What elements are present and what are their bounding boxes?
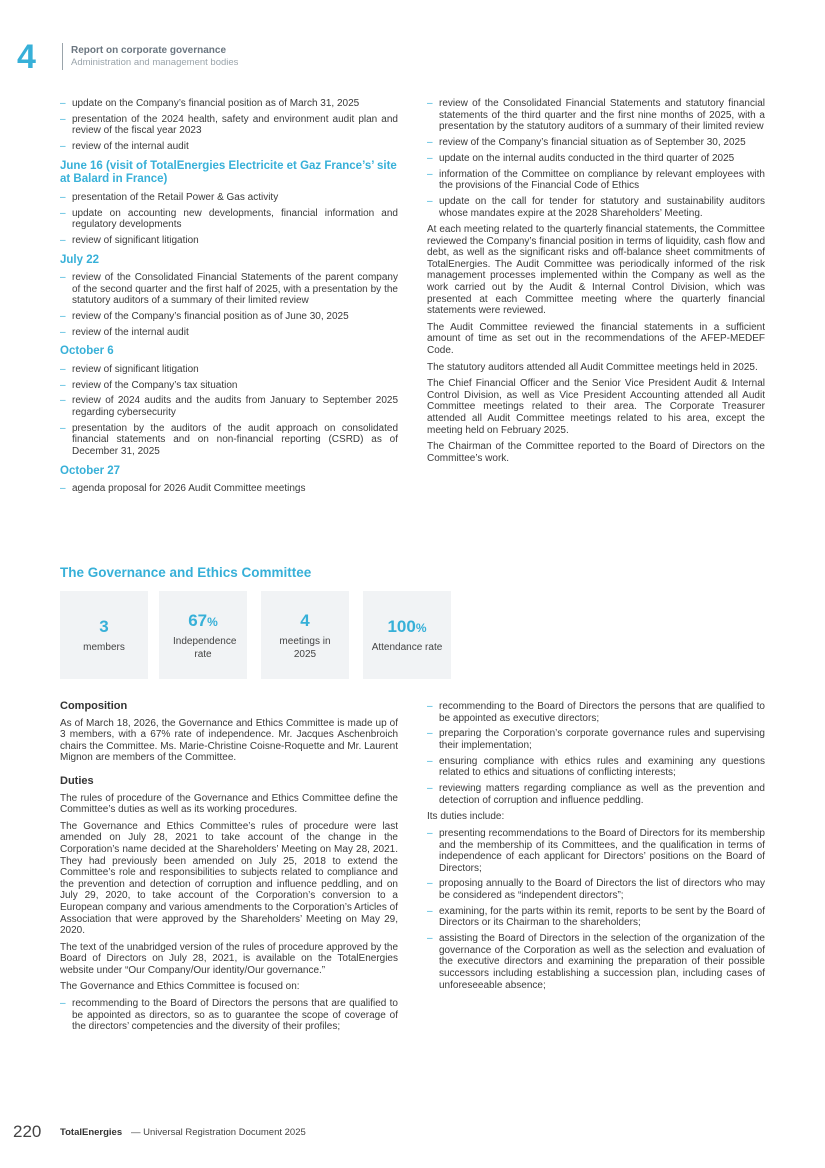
stat-meetings: [261, 591, 349, 679]
chapter-number: 4: [17, 38, 36, 76]
list-item: – update on the Company’s financial position as of March 31, 2025: [60, 98, 398, 110]
list-item: – review of 2024 audits and the audits from January to September 2025 regarding cybersecurity: [60, 395, 398, 418]
meeting-date-heading: October 6: [60, 345, 114, 358]
focus-list: [60, 998, 398, 1033]
page-number: 220: [13, 1122, 42, 1141]
list-item: – review of the internal audit: [60, 327, 398, 339]
duties-heading: Duties: [60, 774, 94, 787]
stat-label: meetings in 2025: [279, 636, 331, 660]
duties-include-label: Its duties include:: [427, 811, 505, 823]
paragraph: The Chief Financial Officer and the Senior Vice President Audit & Internal Control Division, as well as Vice President Accounting attended all Audit Committee meetings related to their area. The Corporate Treasurer attended all Audit Committee meetings related to his area, except the meeting held on February 2025.: [427, 378, 765, 436]
stat-label: Attendance rate: [371, 642, 443, 653]
paragraph: The Audit Committee reviewed the financial statements in a sufficient amount of time as set out in the recommendations of the AFEP-MEDEF Code.: [427, 321, 765, 357]
meeting-date-heading: October 27: [60, 464, 121, 477]
footer-brand: TotalEnergies: [60, 1127, 123, 1138]
right-column-bottom: [427, 701, 765, 996]
right-column-top: [427, 98, 765, 469]
stat-attendance: [363, 591, 451, 679]
header-subtitle: Administration and management bodies: [71, 57, 239, 68]
list-item: – review of the Company’s financial position as of June 30, 2025: [60, 311, 398, 323]
list-item: – information of the Committee on compliance by relevant employees with the provisions of the Financial Code of Ethics: [427, 169, 765, 192]
stat-independence: [159, 591, 247, 679]
meeting-items: [60, 364, 398, 458]
meeting-date-heading: July 22: [60, 253, 99, 266]
composition-heading: Composition: [60, 700, 128, 712]
list-item: – update on the call for tender for statutory and sustainability auditors whose mandates expire at the 2028 Shareholders’ Meeting.: [427, 196, 765, 219]
header-divider: [62, 43, 63, 70]
list-item: – recommending to the Board of Directors the persons that are qualified to be appointed as directors, so as to guarantee the scope of coverage of the directors’ competencies and the diversity of their profiles;: [60, 998, 398, 1033]
duties-list: [427, 828, 765, 991]
list-item: – recommending to the Board of Directors the persons that are qualified to be appointed as executive directors;: [427, 701, 765, 724]
list-item: – review of significant litigation: [60, 235, 398, 247]
stat-label: Independence rate: [173, 636, 237, 660]
list-item: – review of significant litigation: [60, 364, 398, 376]
list-item: – review of the Consolidated Financial Statements of the parent company of the second quarter and the first half of 2025, with a presentation by the statutory auditors of a summary of their limited review: [60, 272, 398, 307]
meeting-items: [60, 192, 398, 247]
list-item: – proposing annually to the Board of Directors the list of directors who may be considered as “independent directors”;: [427, 878, 765, 901]
paragraph: The Chairman of the Committee reported to the Board of Directors on the Committee’s work.: [427, 441, 765, 464]
list-item: – agenda proposal for 2026 Audit Committee meetings: [60, 483, 398, 495]
header-title: Report on corporate governance: [71, 45, 227, 56]
left-column-bottom: [60, 701, 398, 1038]
list-item: – update on the internal audits conducted in the third quarter of 2025: [427, 153, 765, 165]
focus-list: [427, 701, 765, 806]
list-item: – review of the Consolidated Financial Statements and statutory financial statements of the third quarter and the first nine months of 2025, with a presentation by the statutory auditors of a summary of their limited review: [427, 98, 765, 133]
stat-value: 100%: [387, 617, 427, 636]
paragraph: The rules of procedure of the Governance and Ethics Committee define the Committee’s duties as well as its working procedures.: [60, 792, 398, 816]
intro-list: [60, 98, 398, 153]
stat-label: members: [83, 642, 125, 653]
list-item: – examining, for the parts within its remit, reports to be sent by the Board of Directors or its Chairman to the shareholders;: [427, 906, 765, 929]
list-item: – presentation of the Retail Power & Gas activity: [60, 192, 398, 204]
composition-text: As of March 18, 2026, the Governance and Ethics Committee is made up of 3 members, with a 67% rate of independence. Mr. Jacques Aschenbroich chairs the Committee. Ms. Marie-Christine Coisne-Roquette and Mr. Laurent Mignon are members of the Committee.: [60, 717, 398, 764]
stat-value: 67%: [188, 611, 218, 630]
list-item: – ensuring compliance with ethics rules and examining any questions related to ethics and situations of conflicting interests;: [427, 756, 765, 779]
paragraph: The statutory auditors attended all Audit Committee meetings held in 2025.: [427, 361, 758, 373]
footer-document-title: — Universal Registration Document 2025: [131, 1127, 306, 1138]
meeting-date-heading: June 16 (visit of TotalEnergies Electricite et Gaz France’s’ site at Balard in France): [60, 159, 397, 186]
paragraph: The Governance and Ethics Committee’s rules of procedure were last amended on July 28, 2021 to take account of the change in the Corporation’s name decided at the Shareholders’ Meeting on May 28, 2021. They had previously been amended on July 25, 2018 to extend the Committee’s role and responsibilities to subjects related to compliance and the prevention and detection of corruption and influence peddling, and on July 29, 2020, to take account of the Corporation’s conversion to a European company and various amendments to the Corporation’s Articles of Association that were approved by the Shareholders’ Meeting on May 29, 2020.: [60, 820, 398, 937]
list-item: – review of the Company’s tax situation: [60, 380, 398, 392]
left-column-top: [60, 98, 398, 500]
list-item: – review of the Company’s financial situation as of September 30, 2025: [427, 137, 765, 149]
paragraph: The Governance and Ethics Committee is focused on:: [60, 981, 300, 993]
list-item: – reviewing matters regarding compliance as well as the prevention and detection of corruption and influence peddling.: [427, 783, 765, 806]
list-item: – assisting the Board of Directors in the selection of the organization of the governance of the Corporation as well as the selection and evaluation of the executive directors and examining the preparation of their possible successors including establishing a succession plan, including cases of unforeseeable absence;: [427, 933, 765, 991]
stat-members: [60, 591, 148, 679]
paragraph: At each meeting related to the quarterly financial statements, the Committee reviewed the Company’s financial position in terms of liquidity, cash flow and debt, as well as the significant risks and off-balance sheet commitments of TotalEnergies. The Audit Committee was periodically informed of the risk management processes implemented within the Company as well as the work carried out by the Audit & Internal Control Division, which was presented at each Committee meeting where the quarterly financial statements were reviewed.: [427, 224, 765, 317]
list-item: – review of the internal audit: [60, 141, 398, 153]
list-item: – presenting recommendations to the Board of Directors for its membership and the membership of its Committees, and the qualification in terms of independence of each applicant for Directors’ positions on the Board of Directors;: [427, 828, 765, 874]
meeting-items: [60, 483, 398, 495]
list-item: – preparing the Corporation’s corporate governance rules and supervising their implementation;: [427, 728, 765, 751]
meeting-items: [427, 98, 765, 219]
stat-value: 4: [300, 611, 310, 630]
list-item: – presentation by the auditors of the audit approach on consolidated financial statements and on non-financial reporting (CSRD) as of December 31, 2025: [60, 423, 398, 458]
list-item: – presentation of the 2024 health, safety and environment audit plan and review of the fiscal year 2023: [60, 114, 398, 137]
stat-value: 3: [99, 617, 109, 636]
list-item: – update on accounting new developments, financial information and regulatory developments: [60, 208, 398, 231]
meeting-items: [60, 272, 398, 338]
paragraph: The text of the unabridged version of the rules of procedure approved by the Board of Directors on July 28, 2021, is available on the TotalEnergies website under “Our Company/Our identity/Our governance.”: [60, 941, 398, 976]
section-title: The Governance and Ethics Committee: [60, 565, 312, 580]
